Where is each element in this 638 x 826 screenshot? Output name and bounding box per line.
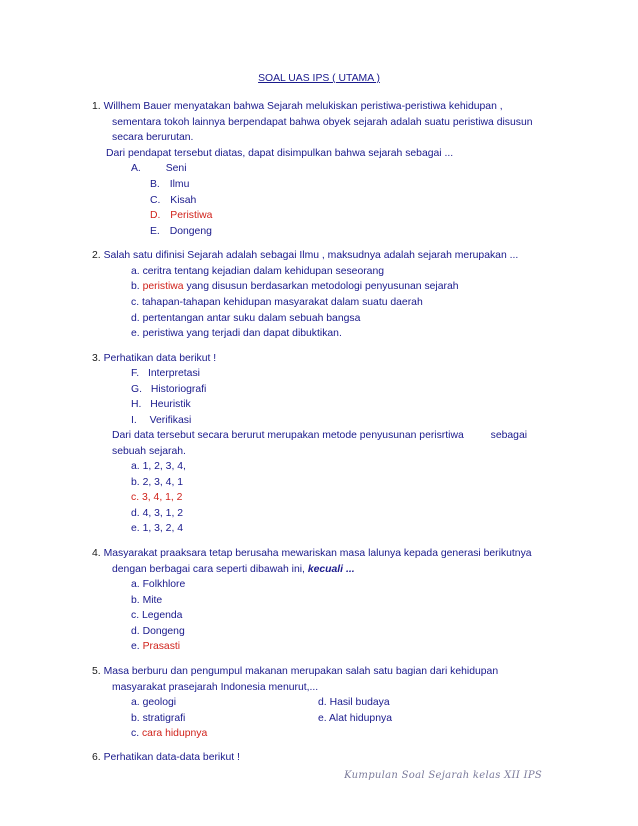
option-letter: C. [150, 195, 161, 206]
option-letter: D. [150, 210, 161, 221]
option-1e[interactable] [150, 226, 212, 237]
item-text: Interpretasi [147, 368, 200, 379]
option-5a[interactable] [131, 697, 176, 708]
option-4a[interactable] [131, 579, 185, 590]
item-letter: F. [131, 368, 140, 379]
data-item-f [131, 368, 200, 379]
item-letter: G. [131, 384, 142, 395]
option-letter: c. [131, 728, 140, 739]
option-text: Hasil budaya [329, 697, 390, 708]
option-5d[interactable] [318, 697, 390, 708]
question-4-text-2: dengan berbagai cara seperti dibawah ini, [112, 564, 305, 575]
option-text: Dongeng [142, 626, 185, 637]
question-1-line-4: Dari pendapat tersebut diatas, dapat disimpulkan bahwa sejarah sebagai ... [106, 148, 454, 159]
option-letter: c. [131, 297, 140, 308]
question-1-line-1 [92, 101, 503, 112]
option-text: Kisah [170, 195, 197, 206]
question-4-line-2 [112, 564, 355, 575]
page-footer: Kumpulan Soal Sejarah kelas XII IPS [344, 770, 542, 781]
option-letter: b. [131, 281, 140, 292]
option-4b[interactable] [131, 595, 162, 606]
question-2-line-1 [92, 250, 518, 261]
option-2a[interactable] [131, 266, 384, 277]
question-1-text: Willhem Bauer menyatakan bahwa Sejarah melukiskan peristiwa-peristiwa kehidupan , [103, 101, 503, 112]
option-3e[interactable] [131, 523, 183, 534]
question-6-number: 6. [92, 752, 101, 763]
page-title: SOAL UAS IPS ( UTAMA ) [258, 73, 380, 84]
option-text: Prasasti [142, 641, 181, 652]
option-text: geologi [142, 697, 177, 708]
option-text: 4, 3, 1, 2 [142, 508, 183, 519]
option-letter: a. [131, 579, 140, 590]
question-5-text: Masa berburu dan pengumpul makanan merupakan salah satu bagian dari kehidupan [103, 666, 499, 677]
question-1-line-3: secara berurutan. [112, 132, 194, 143]
option-1a[interactable] [131, 163, 187, 174]
question-4-text: Masyarakat praaksara tetap berusaha mewariskan masa lalunya kepada generasi berikutnya [103, 548, 532, 559]
option-text: peristiwa yang terjadi dan dapat dibuktikan. [142, 328, 342, 339]
option-letter: E. [150, 226, 160, 237]
item-text: Heuristik [150, 399, 191, 410]
option-text: Dongeng [169, 226, 212, 237]
item-text: Historiografi [150, 384, 207, 395]
option-text: ceritra tentang kejadian dalam kehidupan seseorang [142, 266, 385, 277]
option-letter: c. [131, 492, 140, 503]
option-letter: e. [131, 328, 140, 339]
option-text: 3, 4, 1, 2 [141, 492, 183, 503]
data-item-g [131, 384, 206, 395]
question-2-text: Salah satu difinisi Sejarah adalah sebagai Ilmu , maksudnya adalah sejarah merupakan ... [103, 250, 519, 261]
question-2-number: 2. [92, 250, 101, 261]
question-1-number: 1. [92, 101, 101, 112]
question-5-number: 5. [92, 666, 101, 677]
question-6-line-1 [92, 752, 240, 763]
option-text: 1, 3, 2, 4 [142, 523, 183, 534]
question-4-kecuali: kecuali ... [307, 564, 355, 575]
option-text: stratigrafi [142, 713, 186, 724]
item-text: Verifikasi [149, 415, 192, 426]
option-text: tahapan-tahapan kehidupan masyarakat dalam suatu daerah [141, 297, 423, 308]
question-3-text-b: sebagai [490, 430, 528, 441]
option-4e-answer[interactable] [131, 641, 180, 652]
option-letter: e. [131, 641, 140, 652]
option-letter: b. [131, 713, 140, 724]
option-text: cara hidupnya [141, 728, 208, 739]
option-4d[interactable] [131, 626, 185, 637]
option-text: Folkhlore [142, 579, 186, 590]
option-3d[interactable] [131, 508, 183, 519]
option-letter: a. [131, 697, 140, 708]
option-letter: a. [131, 266, 140, 277]
question-3-line-3: sebuah sejarah. [112, 446, 186, 457]
option-text: Alat hidupnya [329, 713, 392, 724]
option-5c-answer[interactable] [131, 728, 207, 739]
option-text-highlight: peristiwa [142, 281, 184, 292]
option-text: yang disusun berdasarkan metodologi penyusunan sejarah [186, 281, 459, 292]
question-4-line-1 [92, 548, 532, 559]
option-letter: e. [131, 523, 140, 534]
data-item-i [131, 415, 191, 426]
option-letter: d. [131, 626, 140, 637]
option-1c[interactable] [150, 195, 196, 206]
question-3-number: 3. [92, 353, 101, 364]
option-text: pertentangan antar suku dalam sebuah bangsa [142, 313, 361, 324]
data-item-h [131, 399, 191, 410]
question-3-line-2 [112, 430, 527, 441]
option-letter: d. [131, 313, 140, 324]
option-letter: b. [131, 595, 140, 606]
option-letter: B. [150, 179, 160, 190]
question-3-text: Perhatikan data berikut ! [103, 353, 217, 364]
option-2b-answer[interactable] [131, 281, 459, 292]
option-1d-answer[interactable] [150, 210, 212, 221]
option-text: 1, 2, 3, 4, [142, 461, 186, 472]
question-3-text-a: Dari data tersebut secara berurut merupakan metode penyusunan perisrtiwa [112, 430, 464, 441]
option-1b[interactable] [150, 179, 189, 190]
option-letter: c. [131, 610, 140, 621]
option-2d[interactable] [131, 313, 360, 324]
option-3c-answer[interactable] [131, 492, 182, 503]
option-letter: a. [131, 461, 140, 472]
question-6-text: Perhatikan data-data berikut ! [103, 752, 240, 763]
item-letter: H. [131, 399, 142, 410]
option-letter: A. [131, 163, 141, 174]
option-2c[interactable] [131, 297, 423, 308]
option-text: Ilmu [169, 179, 190, 190]
question-5-line-2: masyarakat prasejarah Indonesia menurut,... [112, 682, 319, 693]
option-3a[interactable] [131, 461, 186, 472]
question-4-number: 4. [92, 548, 101, 559]
option-text: 2, 3, 4, 1 [142, 477, 183, 488]
option-letter: e. [318, 713, 327, 724]
option-2e[interactable] [131, 328, 342, 339]
option-letter: d. [318, 697, 327, 708]
option-3b[interactable] [131, 477, 183, 488]
option-5e[interactable] [318, 713, 392, 724]
question-1-line-2: sementara tokoh lainnya berpendapat bahwa obyek sejarah adalah suatu peristiwa disusun [112, 117, 533, 128]
option-text: Mite [142, 595, 163, 606]
option-text: Peristiwa [170, 210, 213, 221]
option-letter: b. [131, 477, 140, 488]
option-text: Legenda [141, 610, 183, 621]
question-3-line-1 [92, 353, 216, 364]
option-4c[interactable] [131, 610, 182, 621]
item-letter: I. [131, 415, 137, 426]
option-5b[interactable] [131, 713, 185, 724]
option-letter: d. [131, 508, 140, 519]
option-text: Seni [165, 163, 187, 174]
question-5-line-1 [92, 666, 498, 677]
